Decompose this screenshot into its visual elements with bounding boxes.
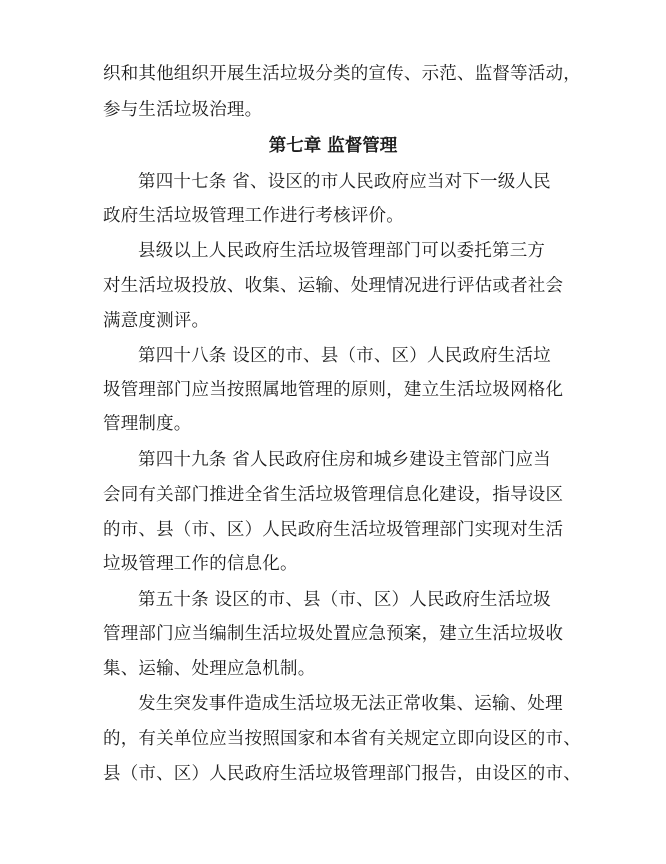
article-47-line-2: 政府生活垃圾管理工作进行考核评价。 <box>103 206 404 226</box>
article-50-line-3: 集、运输、处理应急机制。 <box>103 659 316 679</box>
chapter-heading: 第七章 监督管理 <box>268 136 398 156</box>
article-47-para2-line-3: 满意度测评。 <box>103 311 210 331</box>
intro-line-2: 参与生活垃圾治理。 <box>103 100 263 120</box>
article-50-line-1: 第五十条 设区的市、县（市、区）人民政府生活垃圾 <box>138 590 551 610</box>
article-47-line-1: 第四十七条 省、设区的市人民政府应当对下一级人民 <box>138 172 551 192</box>
article-48-line-1: 第四十八条 设区的市、县（市、区）人民政府生活垃 <box>138 346 551 366</box>
intro-line-1: 织和其他组织开展生活垃圾分类的宣传、示范、监督等活动， <box>103 64 581 84</box>
article-49-line-2: 会同有关部门推进全省生活垃圾管理信息化建设，指导设区 <box>103 485 564 505</box>
article-49-line-1: 第四十九条 省人民政府住房和城乡建设主管部门应当 <box>138 450 551 470</box>
article-50-para2-line-3: 县（市、区）人民政府生活垃圾管理部门报告，由设区的市、 <box>103 764 581 784</box>
article-48-line-2: 圾管理部门应当按照属地管理的原则，建立生活垃圾网格化 <box>103 380 564 400</box>
article-49-line-4: 垃圾管理工作的信息化。 <box>103 554 298 574</box>
article-50-para2-line-1: 发生突发事件造成生活垃圾无法正常收集、运输、处理 <box>138 694 563 714</box>
article-50-para2-line-2: 的，有关单位应当按照国家和本省有关规定立即向设区的市、 <box>103 729 581 749</box>
article-47-para2-line-1: 县级以上人民政府生活垃圾管理部门可以委托第三方 <box>138 241 546 261</box>
article-49-line-3: 的市、县（市、区）人民政府生活垃圾管理部门实现对生活 <box>103 520 564 540</box>
article-50-line-2: 管理部门应当编制生活垃圾处置应急预案，建立生活垃圾收 <box>103 624 564 644</box>
article-48-line-3: 管理制度。 <box>103 414 192 434</box>
article-47-para2-line-2: 对生活垃圾投放、收集、运输、处理情况进行评估或者社会 <box>103 276 564 296</box>
